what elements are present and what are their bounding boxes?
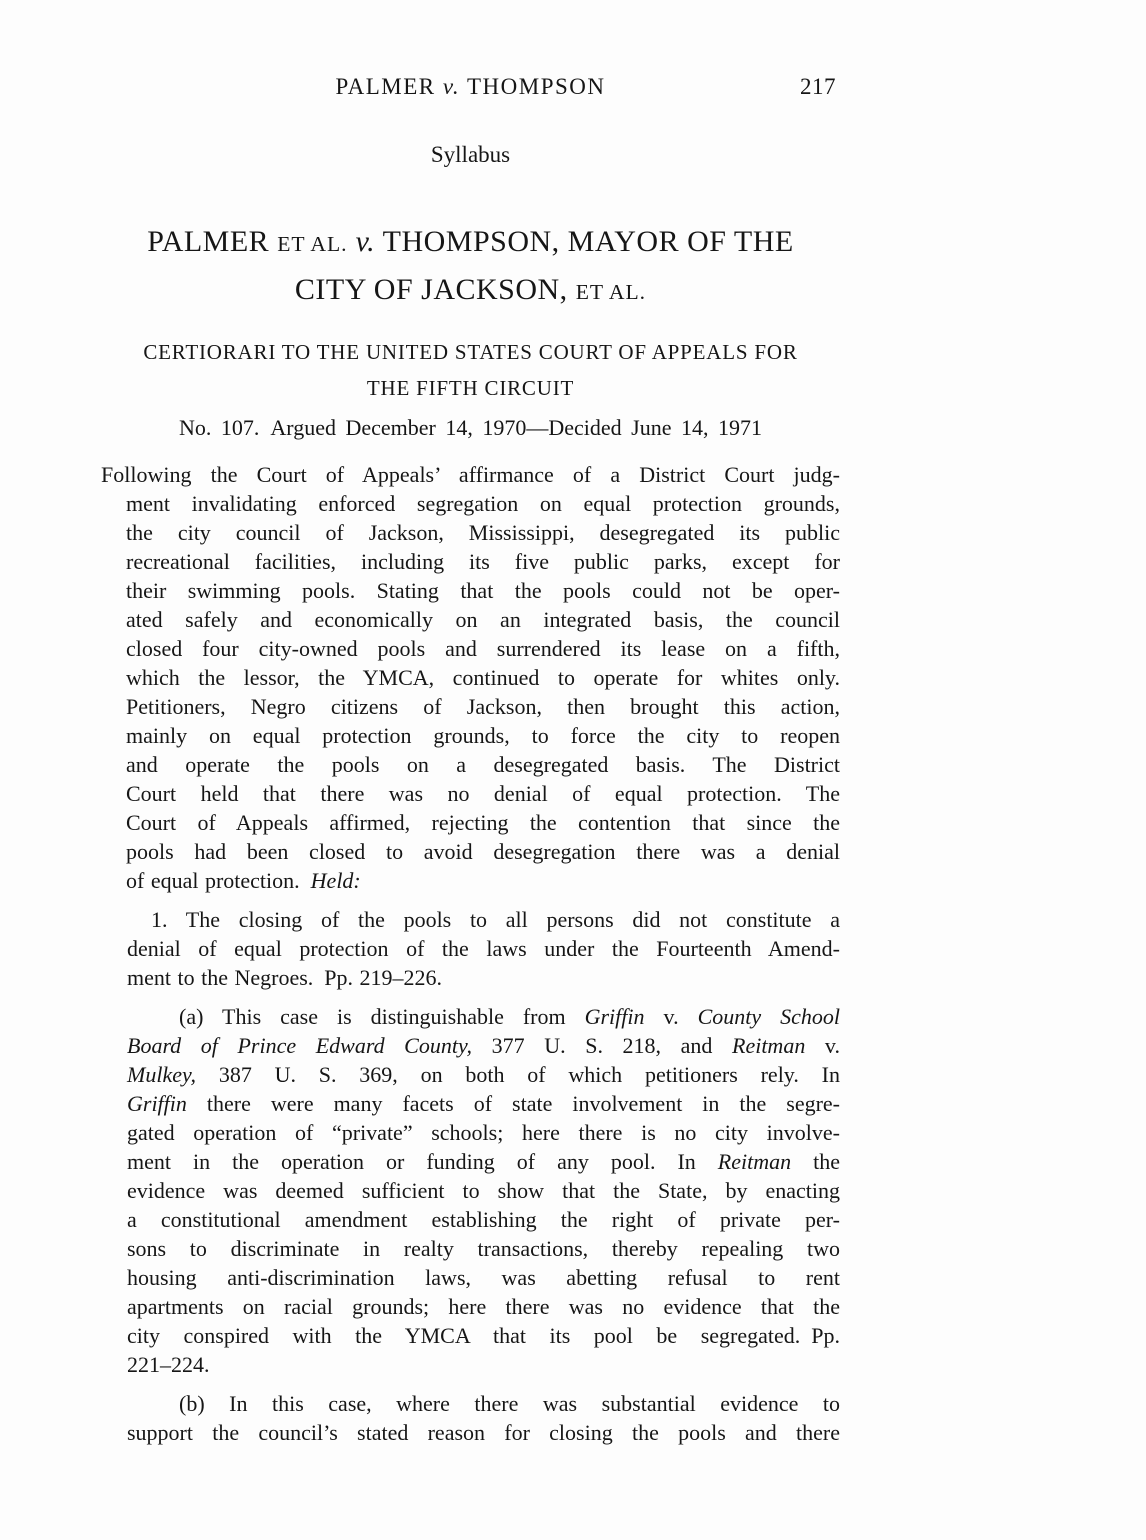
syllabus-line: Court of Appeals affirmed, rejecting the contention that since the [126,810,840,835]
syllabus-line: Petitioners, Negro citizens of Jackson, then brought this action, [126,694,840,719]
case-title-line-1: PALMER ET AL. v. THOMPSON, MAYOR OF THE [147,225,794,258]
syllabus-line: recreational facilities, including its five public parks, except for [126,549,840,574]
syllabus-line: pools had been closed to avoid desegregation there was a denial [126,839,840,864]
syllabus-paragraph [101,1389,840,1447]
syllabus-line: closed four city-owned pools and surrendered its lease on a fifth, [126,636,840,661]
syllabus-line: apartments on racial grounds; here there was no evidence that the [127,1294,840,1319]
syllabus-line: their swimming pools. Stating that the pools could not be oper- [126,578,840,603]
syllabus-paragraph [101,905,840,992]
syllabus-line: 1. The closing of the pools to all persons did not constitute a [151,907,840,932]
syllabus-line: 221–224. [127,1352,210,1377]
syllabus-paragraph [101,1002,840,1379]
syllabus-line: and operate the pools on a desegregated basis. The District [126,752,840,777]
syllabus-line: ment to the Negroes. Pp. 219–226. [127,965,443,990]
syllabus-line: Griffin there were many facets of state involvement in the segre- [127,1091,840,1116]
syllabus-line: city conspired with the YMCA that its pool be segregated. Pp. [127,1323,840,1348]
syllabus-line: support the council’s stated reason for closing the pools and there [127,1420,840,1445]
certiorari-line-1: CERTIORARI TO THE UNITED STATES COURT OF APPEALS FOR [143,340,798,364]
syllabus-line: ment invalidating enforced segregation on equal protection grounds, [126,491,840,516]
page-number: 217 [800,74,836,99]
syllabus-line: mainly on equal protection grounds, to force the city to reopen [126,723,840,748]
page-content [101,0,840,1447]
case-title [101,219,840,315]
syllabus-paragraph [101,460,840,895]
syllabus-line: which the lessor, the YMCA, continued to operate for whites only. [126,665,840,690]
case-title-line-2: CITY OF JACKSON, ET AL. [294,273,647,306]
syllabus-line: Court held that there was no denial of equal protection. The [126,781,840,806]
running-head-case: PALMER v. THOMPSON [335,74,606,99]
syllabus-line: (b) In this case, where there was substantial evidence to [179,1391,840,1416]
certiorari-line-2: THE FIFTH CIRCUIT [366,376,575,400]
syllabus-line: ment in the operation or funding of any pool. In Reitman the [127,1149,840,1174]
syllabus-line: (a) This case is distinguishable from Griffin v. County School [179,1004,840,1029]
syllabus-body [101,460,840,1447]
syllabus-line: ated safely and economically on an integrated basis, the council [126,607,840,632]
syllabus-line: sons to discriminate in realty transactions, thereby repealing two [127,1236,840,1261]
syllabus-line: Following the Court of Appeals’ affirmance of a District Court judg- [101,462,840,487]
section-label: Syllabus [430,142,511,167]
syllabus-line: of equal protection. Held: [126,868,361,893]
syllabus-line: Board of Prince Edward County, 377 U. S. 218, and Reitman v. [127,1033,840,1058]
syllabus-line: housing anti-discrimination laws, was abetting refusal to rent [127,1265,840,1290]
syllabus-line: a constitutional amendment establishing the right of private per- [127,1207,840,1232]
syllabus-line: Mulkey, 387 U. S. 369, on both of which petitioners rely. In [127,1062,840,1087]
syllabus-line: denial of equal protection of the laws under the Fourteenth Amend- [127,936,840,961]
certiorari-heading [101,334,840,406]
syllabus-line: the city council of Jackson, Mississippi, desegregated its public [126,520,840,545]
running-head [101,73,840,100]
syllabus-line: evidence was deemed sufficient to show that the State, by enacting [127,1178,840,1203]
syllabus-line: gated operation of “private” schools; here there is no city involve- [127,1120,840,1145]
docket-line: No. 107. Argued December 14, 1970—Decided June 14, 1971 [179,415,762,440]
